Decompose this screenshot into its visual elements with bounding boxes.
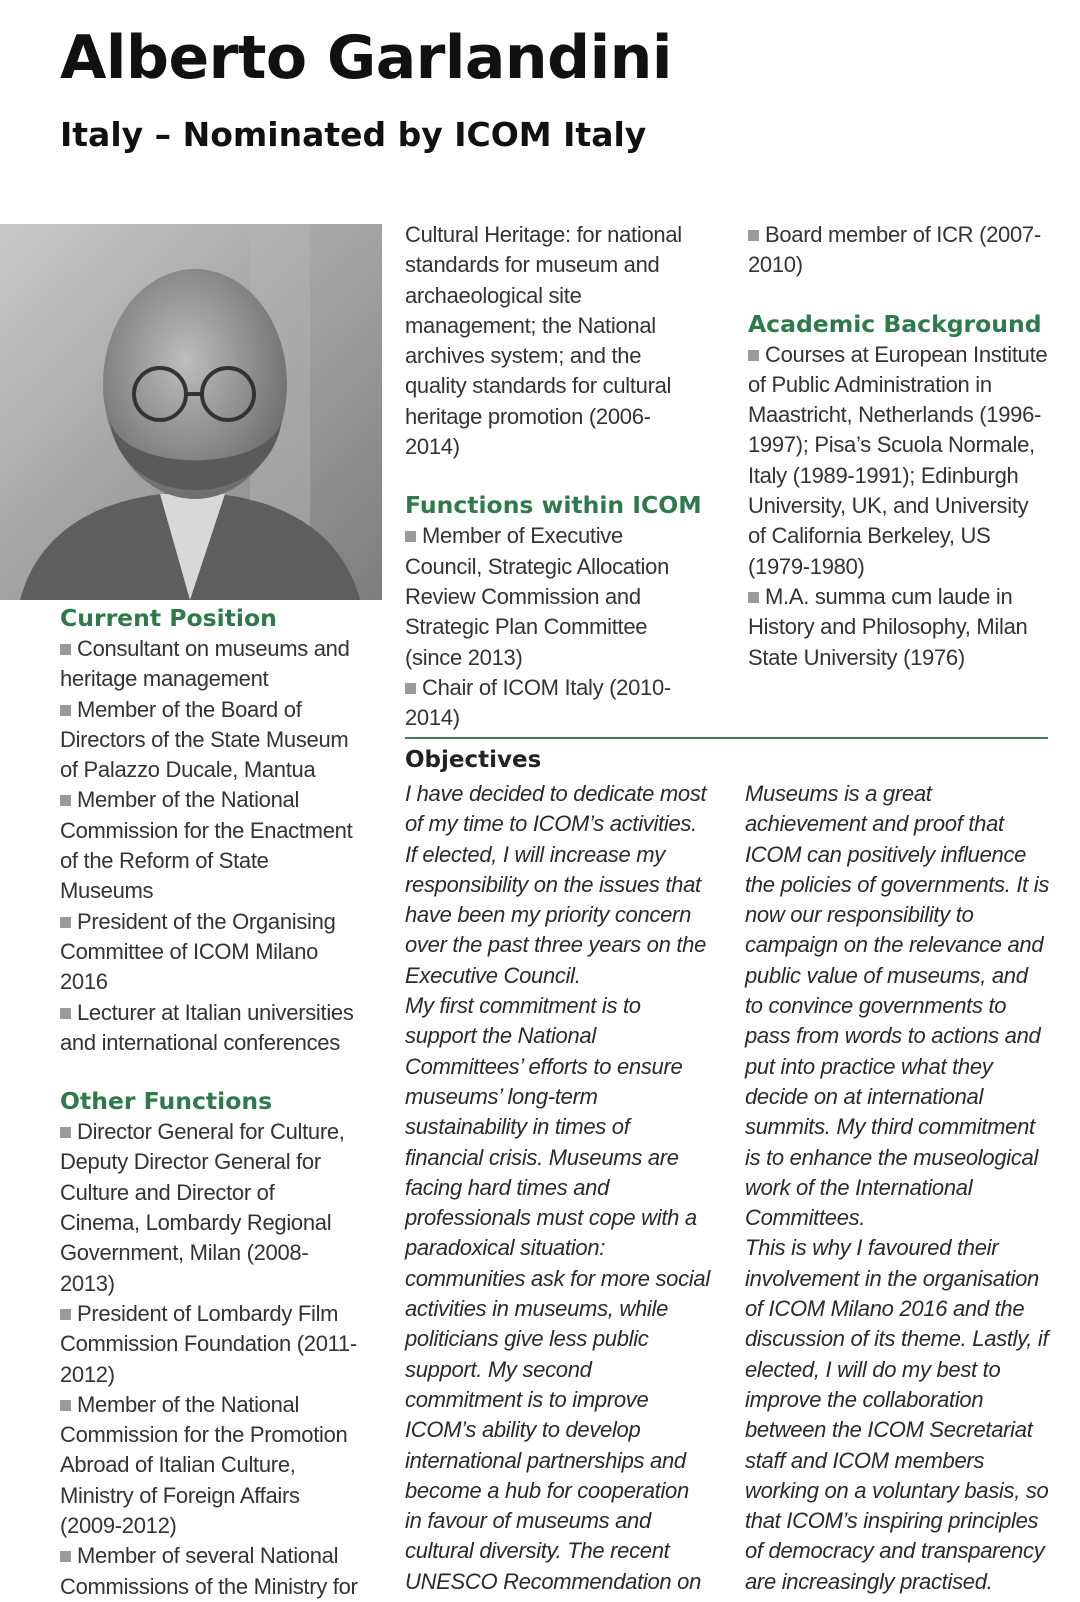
objectives-column-2	[745, 779, 1050, 1597]
list-item: President of Lombardy Film Commission Foundation (2011-2012)	[60, 1299, 360, 1390]
list-item: Lecturer at Italian universities and international conferences	[60, 998, 360, 1059]
list-item: Member of the National Commission for the Enactment of the Reform of State Museums	[60, 785, 360, 906]
middle-column	[405, 220, 705, 733]
section-divider	[405, 737, 1048, 739]
current-position-heading: Current Position	[60, 604, 277, 632]
functions-icom-heading: Functions within ICOM	[405, 491, 702, 520]
portrait-photo	[0, 224, 382, 600]
list-item: Courses at European Institute of Public Administration in Maastricht, Netherlands (1996-1997); Pisa’s Scuola Normale, Italy (1989-1991); Edinburgh University, UK, and University of California Berkeley, US (1979-1980)	[748, 340, 1048, 582]
academic-heading: Academic Background	[748, 309, 1042, 338]
objectives-heading: Objectives	[405, 747, 542, 773]
list-item: M.A. summa cum laude in History and Philosophy, Milan State University (1976)	[748, 582, 1048, 673]
list-item: Member of several National Commissions of the Ministry for	[60, 1541, 360, 1602]
list-item-continuation: Cultural Heritage: for national standards for museum and archaeological site management; the National archives system; and the quality standards for cultural heritage promotion (2006-2014)	[405, 222, 682, 460]
portrait-icon	[0, 224, 382, 600]
list-item: Member of the Board of Directors of the State Museum of Palazzo Ducale, Mantua	[60, 695, 360, 786]
left-column	[60, 603, 360, 1602]
objectives-paragraph: Museums is a great achievement and proof that ICOM can positively influence the policies of governments. It is now our responsibility to campaign on the relevance and public value of museums, and to convince governments to pass from words to actions and put into practice what they decide on at international summits. My third commitment is to enhance the museological work of the International Committees.	[745, 781, 1050, 1231]
right-column	[748, 220, 1048, 673]
list-item: Chair of ICOM Italy (2010-2014)	[405, 673, 705, 734]
list-item: Consultant on museums and heritage management	[60, 634, 360, 695]
objectives-paragraph: This is why I favoured their involvement in the organisation of ICOM Milano 2016 and the discussion of its theme. Lastly, if elected, I will do my best to improve the collaboration between the ICOM Secretariat staff and ICOM members working on a voluntary basis, so that ICOM’s inspiring principles of democracy and transparency are increasingly practised.	[745, 1235, 1049, 1594]
list-item: President of the Organising Committee of ICOM Milano 2016	[60, 907, 360, 998]
candidate-name: Alberto Garlandini	[60, 23, 672, 93]
objectives-paragraph: I have decided to dedicate most of my time to ICOM’s activities. If elected, I will increase my responsibility on the issues that have been my priority concern over the past three years on the Executive Council.	[405, 781, 707, 988]
list-item: Member of Executive Council, Strategic Allocation Review Commission and Strategic Plan Committee (since 2013)	[405, 521, 705, 672]
other-functions-heading: Other Functions	[60, 1087, 273, 1116]
list-item: Board member of ICR (2007-2010)	[748, 220, 1048, 281]
list-item: Member of the National Commission for the Promotion Abroad of Italian Culture, Ministry of Foreign Affairs (2009-2012)	[60, 1390, 360, 1541]
nomination-subtitle: Italy – Nominated by ICOM Italy	[60, 115, 647, 154]
list-item: Director General for Culture, Deputy Director General for Culture and Director of Cinema, Lombardy Regional Government, Milan (2008-2013)	[60, 1117, 360, 1299]
objectives-column-1	[405, 779, 710, 1597]
objectives-paragraph: My first commitment is to support the National Committees’ efforts to ensure museums’ long-term sustainability in times of financial crisis. Museums are facing hard times and professionals must cope with a paradoxical situation: communities ask for more social activities in museums, while politicians give less public support. My second commitment is to improve ICOM’s ability to develop international partnerships and become a hub for cooperation in favour of museums and cultural diversity. The recent UNESCO Recommendation on	[405, 993, 710, 1594]
